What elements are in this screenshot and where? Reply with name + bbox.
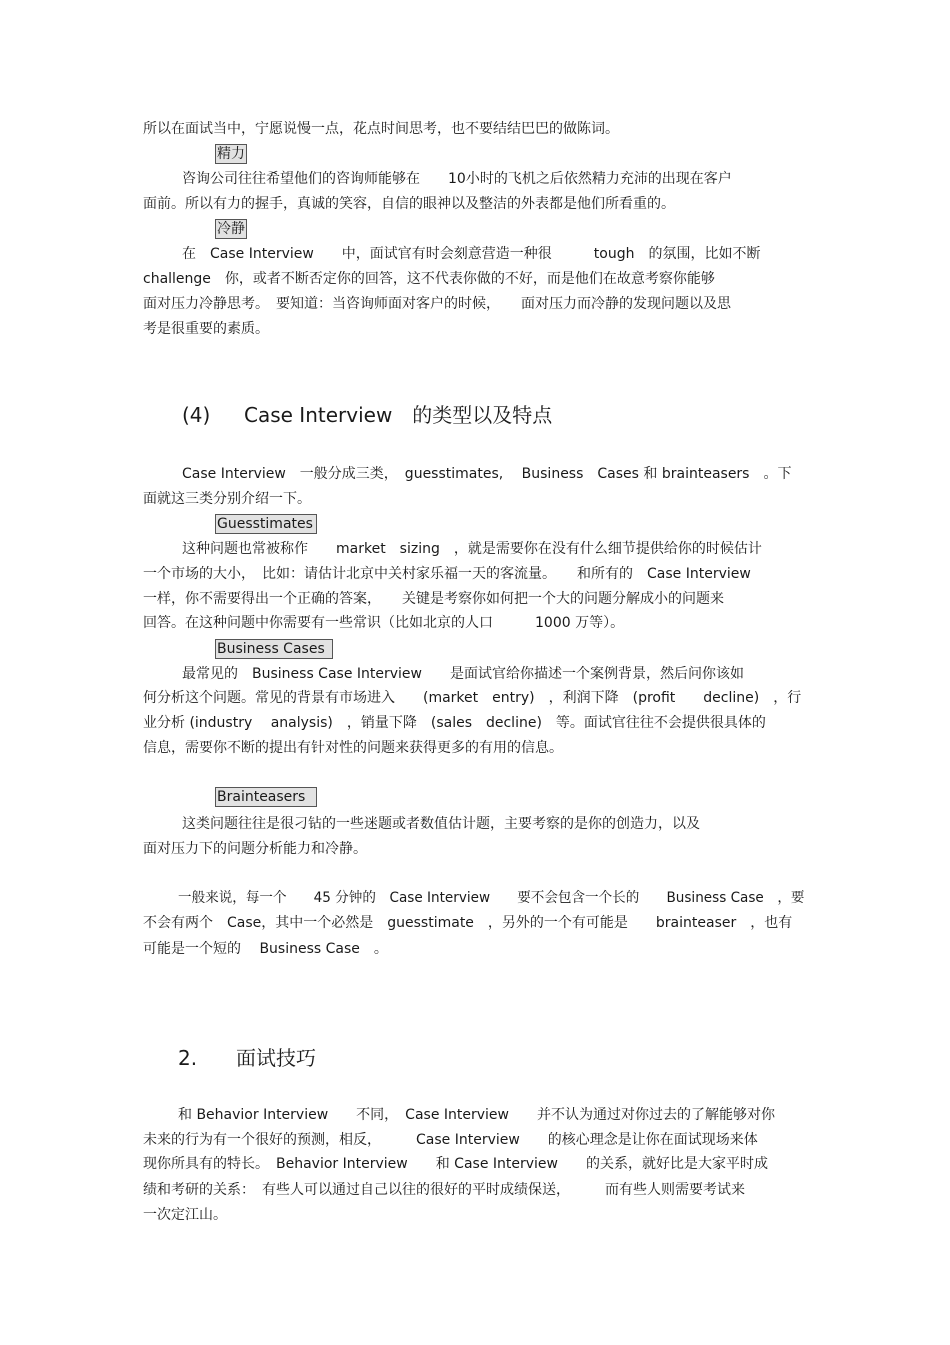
paragraph-line: 面就这三类分别介绍一下。 [143,491,311,507]
intro-line: 所以在面试当中，宁愿说慢一点，花点时间思考，也不要结结巴巴的做陈词。 [143,121,619,137]
paragraph-line: 面前。所以有力的握手，真诚的笑容，自信的眼神以及整洁的外表都是他们所看重的。 [143,196,675,212]
section-title: Case Interview 的类型以及特点 [244,403,553,427]
guesstimates-tag: Guesstimates [215,514,317,534]
paragraph-line: 最常见的 Business Case Interview 是面试官给你描述一个案例背景，然后问你该如 [182,666,744,682]
paragraph-line: 考是很重要的素质。 [143,321,269,337]
paragraph-line: 这种问题也常被称作 market sizing ，就是需要你在没有什么细节提供给你的时候估计 [182,541,762,557]
paragraph-line: 业分析 (industry analysis) ，销量下降 (sales decline) 等。面试官往往不会提供很具体的 [143,715,766,731]
business-cases-tag: Business Cases [215,639,333,659]
paragraph-line: 面对压力冷静思考。 要知道：当咨询师面对客户的时候， 面对压力而冷静的发现问题以及思 [143,296,731,312]
calm-tag: 冷静 [217,221,245,237]
section-number: (4) [182,403,211,427]
paragraph-line: 一个市场的大小， 比如：请估计北京中关村家乐福一天的客流量。 和所有的 Case Interview [143,566,751,582]
brainteasers-tag: Brainteasers [215,787,317,807]
paragraph-line: 咨询公司往往希望他们的咨询师能够在 10小时的飞机之后依然精力充沛的出现在客户 [182,171,732,187]
energy-tag: 精力 [217,146,245,162]
paragraph-line: 何分析这个问题。常见的背景有市场进入 (market entry) ，利润下降 (profit decline) ，行 [143,690,802,706]
section-title: 面试技巧 [236,1046,316,1070]
paragraph-line: 回答。在这种问题中你需要有一些常识（比如北京的人口 1000 万等）。 [143,615,625,631]
paragraph-line: challenge 你，或者不断否定你的回答，这不代表你做的不好，而是他们在故意考察你能够 [143,271,715,287]
paragraph-line: 不会有两个 Case，其中一个必然是 guesstimate ，另外的一个有可能是 brainteaser ，也有 [143,915,793,931]
paragraph-line: Case Interview 一般分成三类， guesstimates, Business Cases 和 brainteasers 。下 [182,466,792,482]
paragraph-line: 一般来说，每一个 45 分钟的 Case Interview 要不会包含一个长的 Business Case ，要 [178,890,805,906]
paragraph-line: 和 Behavior Interview 不同， Case Interview 并不认为通过对你过去的了解能够对你 [178,1107,775,1123]
paragraph-line: 一样，你不需要得出一个正确的答案， 关键是考察你如何把一个大的问题分解成小的问题来 [143,591,724,607]
paragraph-line: 未来的行为有一个很好的预测，相反， Case Interview 的核心理念是让你在面试现场来体 [143,1132,758,1148]
paragraph-line: 这类问题往往是很刁钻的一些迷题或者数值估计题，主要考察的是你的创造力，以及 [182,816,700,832]
paragraph-line: 可能是一个短的 Business Case 。 [143,941,388,957]
section-number: 2. [178,1046,198,1070]
paragraph-line: 绩和考研的关系： 有些人可以通过自己以往的很好的平时成绩保送， 而有些人则需要考试来 [143,1182,745,1198]
paragraph-line: 在 Case Interview 中，面试官有时会刻意营造一种很 tough 的氛围，比如不断 [182,246,761,262]
paragraph-line: 现你所具有的特长。 Behavior Interview 和 Case Interview 的关系，就好比是大家平时成 [143,1156,768,1172]
paragraph-line: 信息，需要你不断的提出有针对性的问题来获得更多的有用的信息。 [143,740,563,756]
paragraph-line: 一次定江山。 [143,1207,227,1223]
paragraph-line: 面对压力下的问题分析能力和冷静。 [143,841,367,857]
